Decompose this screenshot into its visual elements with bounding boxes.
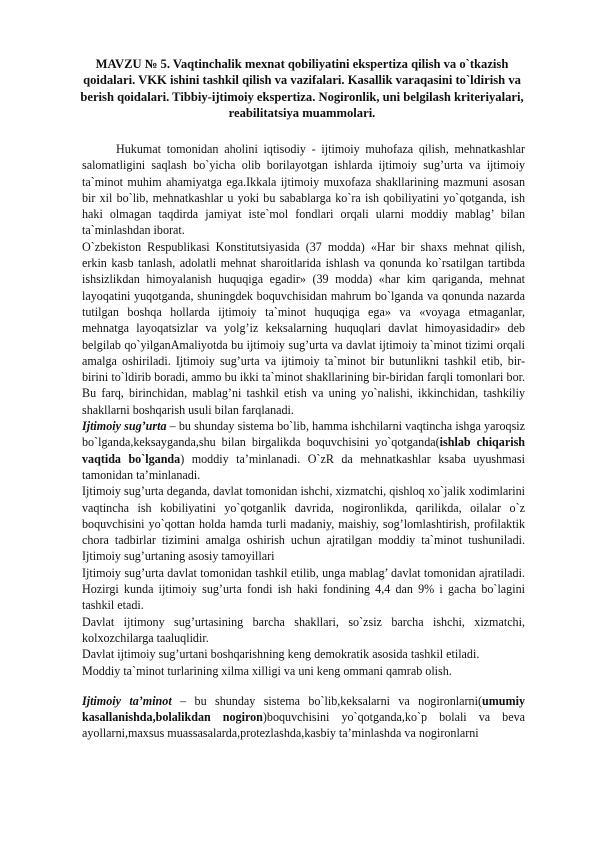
term-social-security: Ijtimoiy ta’minot [82, 693, 172, 708]
text-segment: – bu shunday sistema bo`lib,keksalarni va nogironlarni( [171, 693, 482, 708]
paragraph-social-insurance-definition [82, 418, 525, 483]
document-body [82, 141, 525, 742]
text-segment: – bu shunday sistema bo`lib, hamma ishchilarni vaqtincha ishga yaroqsiz bo`lganda,keksayganda,shu bilan birgalikda boquvchisini yo`qotganda( [82, 419, 526, 450]
bold-phrase: umumiy kasallanishda,bolalikdan nogiron [82, 693, 525, 725]
page-title: MAVZU № 5. Vaqtinchalik mexnat qobiliyatini ekspertiza qilish va o`tkazish qoidalari. VKK ishini tashkil qilish va vazifalari. Kasallik varaqasini to`ldirish va berish qoidalari. Tibbiy-ijtimoiy ekspertiza. Nogironlik, uni belgilash kriteriyalari, reabilitatsiya muammolari. [80, 57, 524, 120]
text-segment: )boquvchisini yo`qotganda,ko`p bolali va beva ayollarni,maxsus muassasalarda,protezlashda,kasbiy ta’minlashda va nogironlarni [82, 710, 525, 741]
paragraph-coverage: Davlat ijtimony sug’urtasining barcha shakllari, so`zsiz barcha ishchi, xizmatchi, kolxozchilarga taaluqlidir. [82, 614, 525, 645]
text-segment: ) moddiy ta’minlanadi. O`zR da mehnatkashlar ksaba uyushmasi tamonidan ta’minlanadi. [82, 451, 525, 482]
paragraph-state-funding: Ijtimoiy sug’urta davlat tomonidan tashkil etilib, unga mablag’ davlat tomonidan ajratiladi. Hozirgi kunda ijtimoiy sug’urta fondi ish haki fondining 4,4 dan 9% i gacha bo`lagini tashkil etadi. [82, 565, 525, 613]
paragraph-intro: Hukumat tomonidan aholini iqtisodiy - ijtimoiy muhofaza qilish, mehnatkashlar salomatligini saqlash bo`yicha olib borilayotgan ishlarda ijtimoiy sug’urta va ijtimoiy ta`minot muhim ahamiyatga ega.Ikkala ijtimoiy muxofaza shakllarining mazmuni asosan bir xil bo`lib, mehnatkashlar u yoki bu sabablarga ko`ra ish qobiliyatini yo`qotganda, ish haki olmagan taqdirda jamiyat iste`mol fondlari orqali ularni moddiy mablag’ bilan ta`minlashdan iborat. [82, 142, 525, 238]
term-social-insurance: Ijtimoiy sug’urta [82, 419, 167, 434]
paragraph-diversity: Moddiy ta`minot turlarining xilma xilligi va uni keng ommani qamrab olish. [82, 663, 452, 678]
paragraph-democratic-basis: Davlat ijtimoiy sug’urtani boshqarishning keng demokratik asosida tashkil etiladi. [82, 647, 480, 662]
paragraph-constitution: O`zbekiston Respublikasi Konstitutsiyasida (37 modda) «Har bir shaxs mehnat qilish, erkin kasb tanlash, adolatli mehnat sharoitlarida ishlash va qonunda ko`rsatilgan tartibda ishsizlikdan himoyalanish huquqiga egadir» (39 modda) «har kim qariganda, mehnat layoqatini yuqotganda, shuningdek boquvchisidan mahrum bo`lganda va qonunda nazarda tutilgan boshqa hollarda ijtimoiy ta`minot huquqiga ega» va «voyaga etmaganlar, mehnatga layoqatsizlar va yolg’iz keksalarning huquqlari davlat himoyasidadir» deb belgilab qo`yilganAmaliyotda bu ijtimoiy sug’urta va davlat ijtimoiy ta`minot tizimi orqali amalga oshiriladi. Ijtimoiy sug’urta va ijtimoiy ta`minot bir butunlikni tashkil etib, bir-birini to`ldirib boradi, ammo bu ikki ta`minot shakllarining bir-biridan farqli tomonlari bor. Bu farq, birinchidan, mablag’ni tashkil etish va uning yo`nalishi, ikkinchidan, tashkiliy shakllarni boshqarish usuli bilan farqlanadi. [82, 239, 525, 417]
paragraph-social-security-definition [82, 693, 525, 742]
paragraph-social-insurance-meaning: Ijtimoiy sug’urta deganda, davlat tomonidan ishchi, xizmatchi, qishloq xo`jalik xodimlarini vaqtincha ish kobiliyatini yo`qotganlik davrida, nogironlikda, qarilikda, oilalar o`z boquvchisini yo`qottan holda hamda turli madaniy, maishiy, sog’lomlashtirish, profilaktik chora tadbirlar tizimini amalga oshirish uchun ajratilgan moddiy ta`minot tushuniladi. Ijtimoiy sug’urtaning asosiy tamoyillari [82, 484, 525, 564]
bold-phrase: ishlab chiqarish vaqtida bo`lganda [82, 435, 525, 466]
